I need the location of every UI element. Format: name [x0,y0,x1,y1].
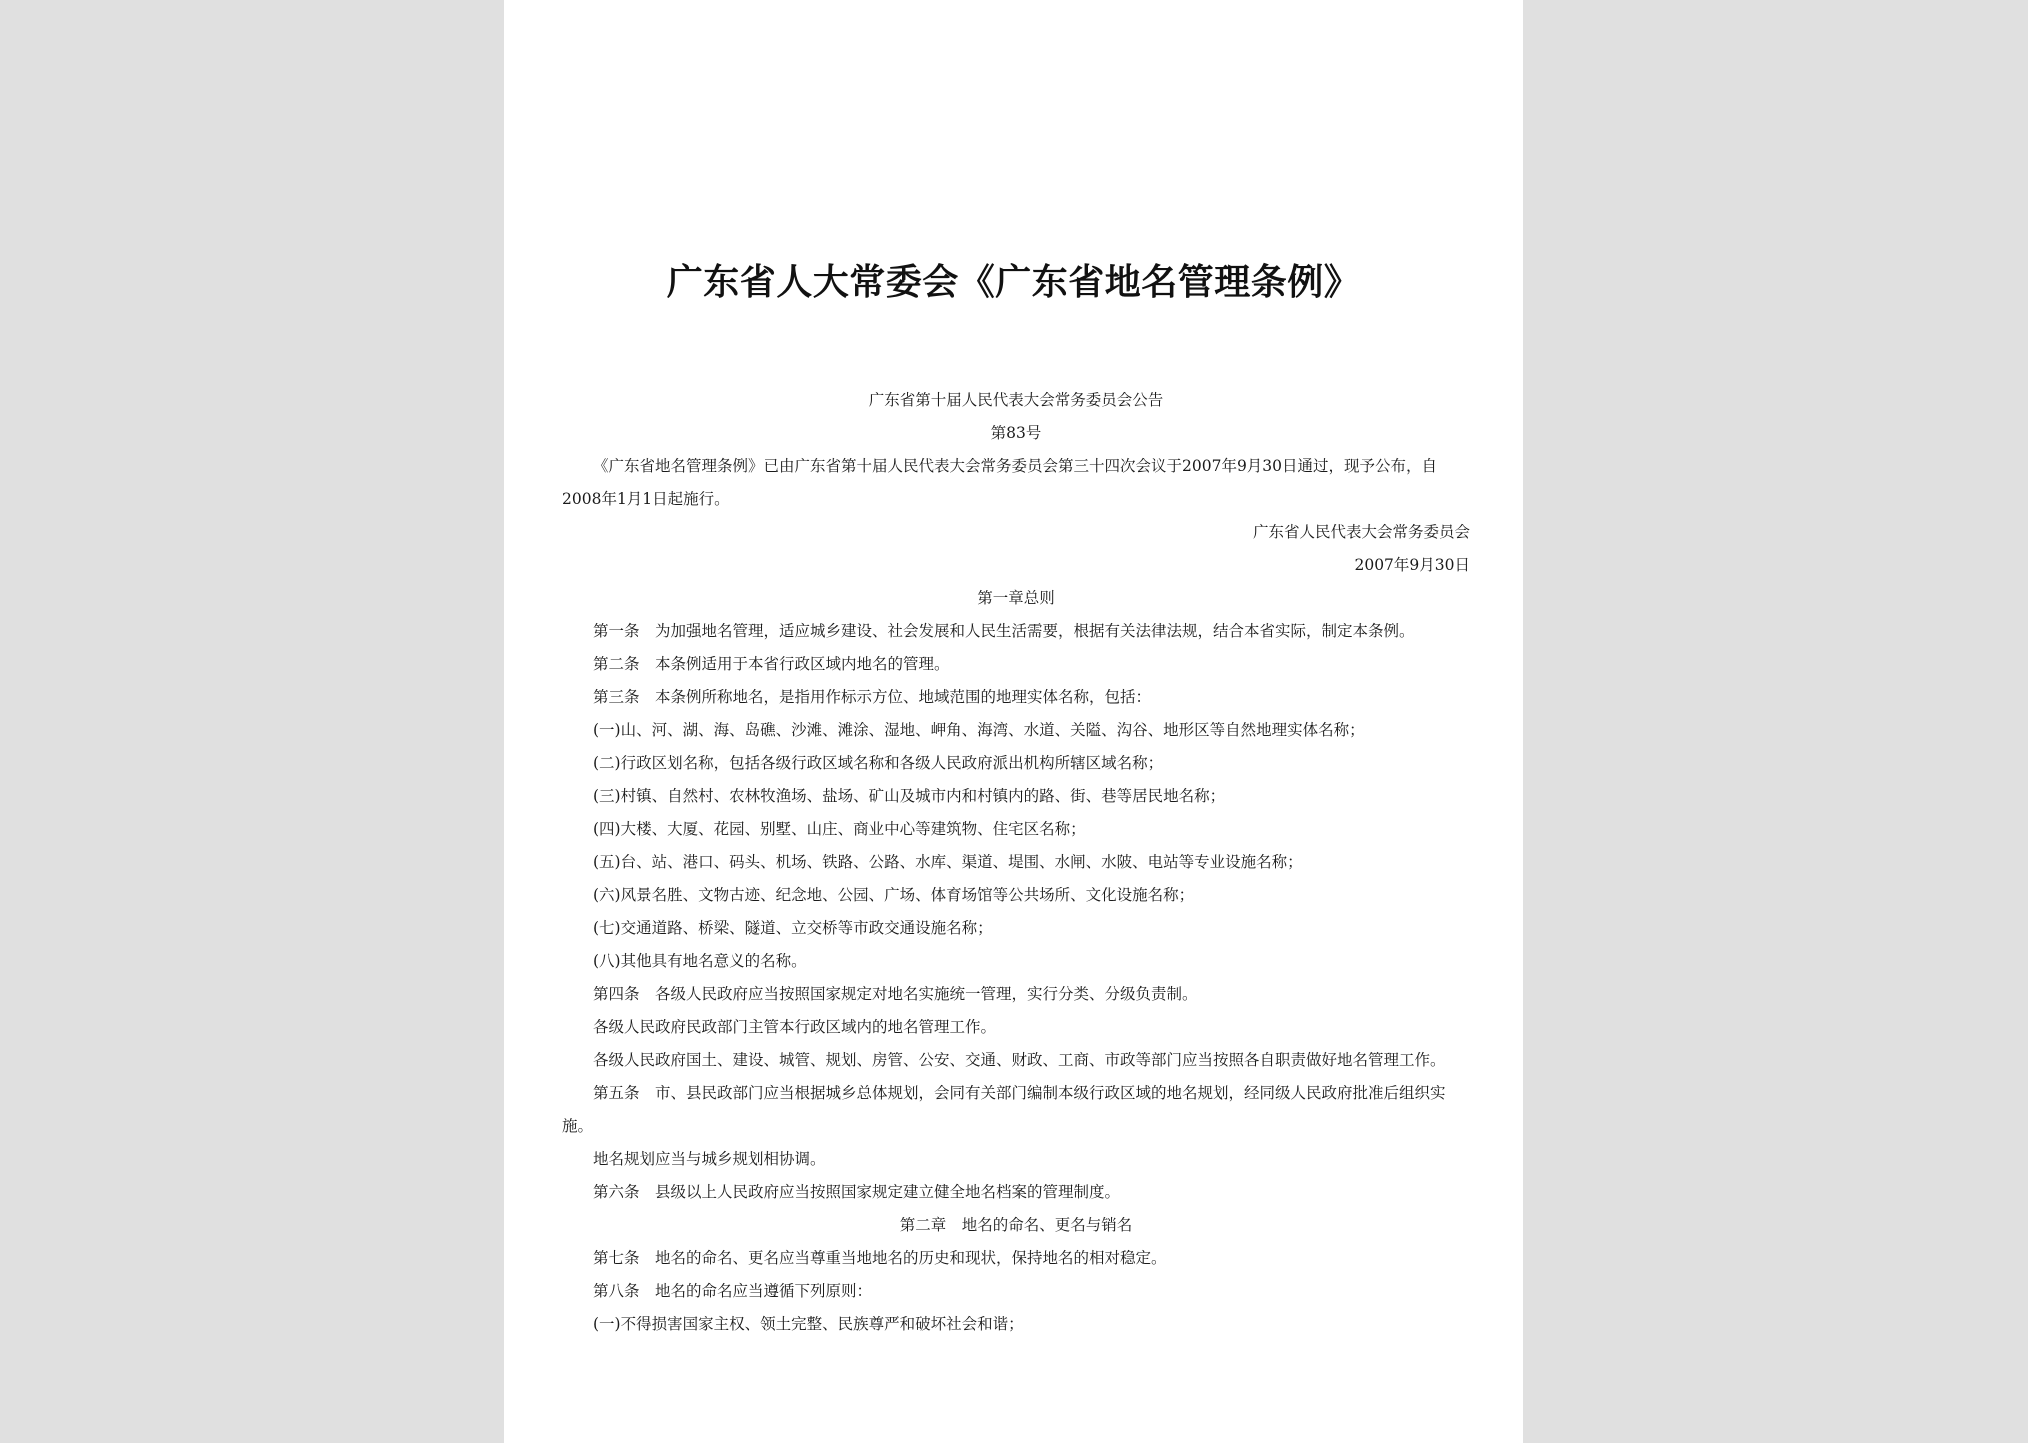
paragraph-line: 第二条 本条例适用于本省行政区域内地名的管理。 [593,655,950,673]
paragraph-line: (八)其他具有地名意义的名称。 [593,952,807,970]
paragraph-line: 第八条 地名的命名应当遵循下列原则： [593,1282,873,1300]
paragraph-line: (三)村镇、自然村、农林牧渔场、盐场、矿山及城市内和村镇内的路、街、巷等居民地名称； [593,787,1226,805]
paragraph-line: 各级人民政府民政部门主管本行政区域内的地名管理工作。 [593,1018,997,1036]
document-body [562,384,1470,1341]
paragraph-line: 第一条 为加强地名管理，适应城乡建设、社会发展和人民生活需要，根据有关法律法规，结合本省实际，制定本条例。 [593,622,1415,640]
paragraph-line: 第三条 本条例所称地名，是指用作标示方位、地域范围的地理实体名称，包括： [593,688,1152,706]
paragraph-line: 第四条 各级人民政府应当按照国家规定对地名实施统一管理，实行分类、分级负责制。 [593,985,1198,1003]
paragraph-line: (五)台、站、港口、码头、机场、铁路、公路、水库、渠道、堤围、水闸、水陂、电站等专业设施名称； [593,853,1303,871]
paragraph-line: (一)不得损害国家主权、领土完整、民族尊严和破坏社会和谐； [593,1315,1024,1333]
paragraph-line: (四)大楼、大厦、花园、别墅、山庄、商业中心等建筑物、住宅区名称； [593,820,1086,838]
announcement-date: 2007年9月30日 [1354,556,1470,574]
regulation-text [562,582,1470,1341]
paragraph-line: 地名规划应当与城乡规划相协调。 [593,1150,826,1168]
paragraph-line: 各级人民政府国土、建设、城管、规划、房管、公安、交通、财政、工商、市政等部门应当按照各自职责做好地名管理工作。 [593,1051,1446,1069]
paragraph-line: (一)山、河、湖、海、岛礁、沙滩、滩涂、湿地、岬角、海湾、水道、关隘、沟谷、地形区等自然地理实体名称； [593,721,1365,739]
announcement-text: 《广东省地名管理条例》已由广东省第十届人民代表大会常务委员会第三十四次会议于2007年9月30日通过，现予公布，自2008年1月1日起施行。 [562,457,1438,508]
paragraph-line: 第七条 地名的命名、更名应当尊重当地地名的历史和现状，保持地名的相对稳定。 [593,1249,1167,1267]
paragraph-line: (二)行政区划名称，包括各级行政区域名称和各级人民政府派出机构所辖区域名称； [593,754,1164,772]
announcement-issuer: 广东省第十届人民代表大会常务委员会公告 [868,391,1164,409]
announcement-signer: 广东省人民代表大会常务委员会 [1252,523,1470,541]
paragraph-line: 第六条 县级以上人民政府应当按照国家规定建立健全地名档案的管理制度。 [593,1183,1121,1201]
chapter-heading: 第二章 地名的命名、更名与销名 [899,1216,1133,1234]
announcement-number: 第83号 [990,424,1042,442]
paragraph-line: 第五条 市、县民政部门应当根据城乡总体规划，会同有关部门编制本级行政区域的地名规划，经同级人民政府批准后组织实施。 [562,1084,1446,1135]
document-page [504,0,1523,1443]
chapter-heading: 第一章总则 [977,589,1055,607]
document-title: 广东省人大常委会《广东省地名管理条例》 [666,262,1361,303]
paragraph-line: (七)交通道路、桥梁、隧道、立交桥等市政交通设施名称； [593,919,993,937]
paragraph-line: (六)风景名胜、文物古迹、纪念地、公园、广场、体育场馆等公共场所、文化设施名称； [593,886,1195,904]
